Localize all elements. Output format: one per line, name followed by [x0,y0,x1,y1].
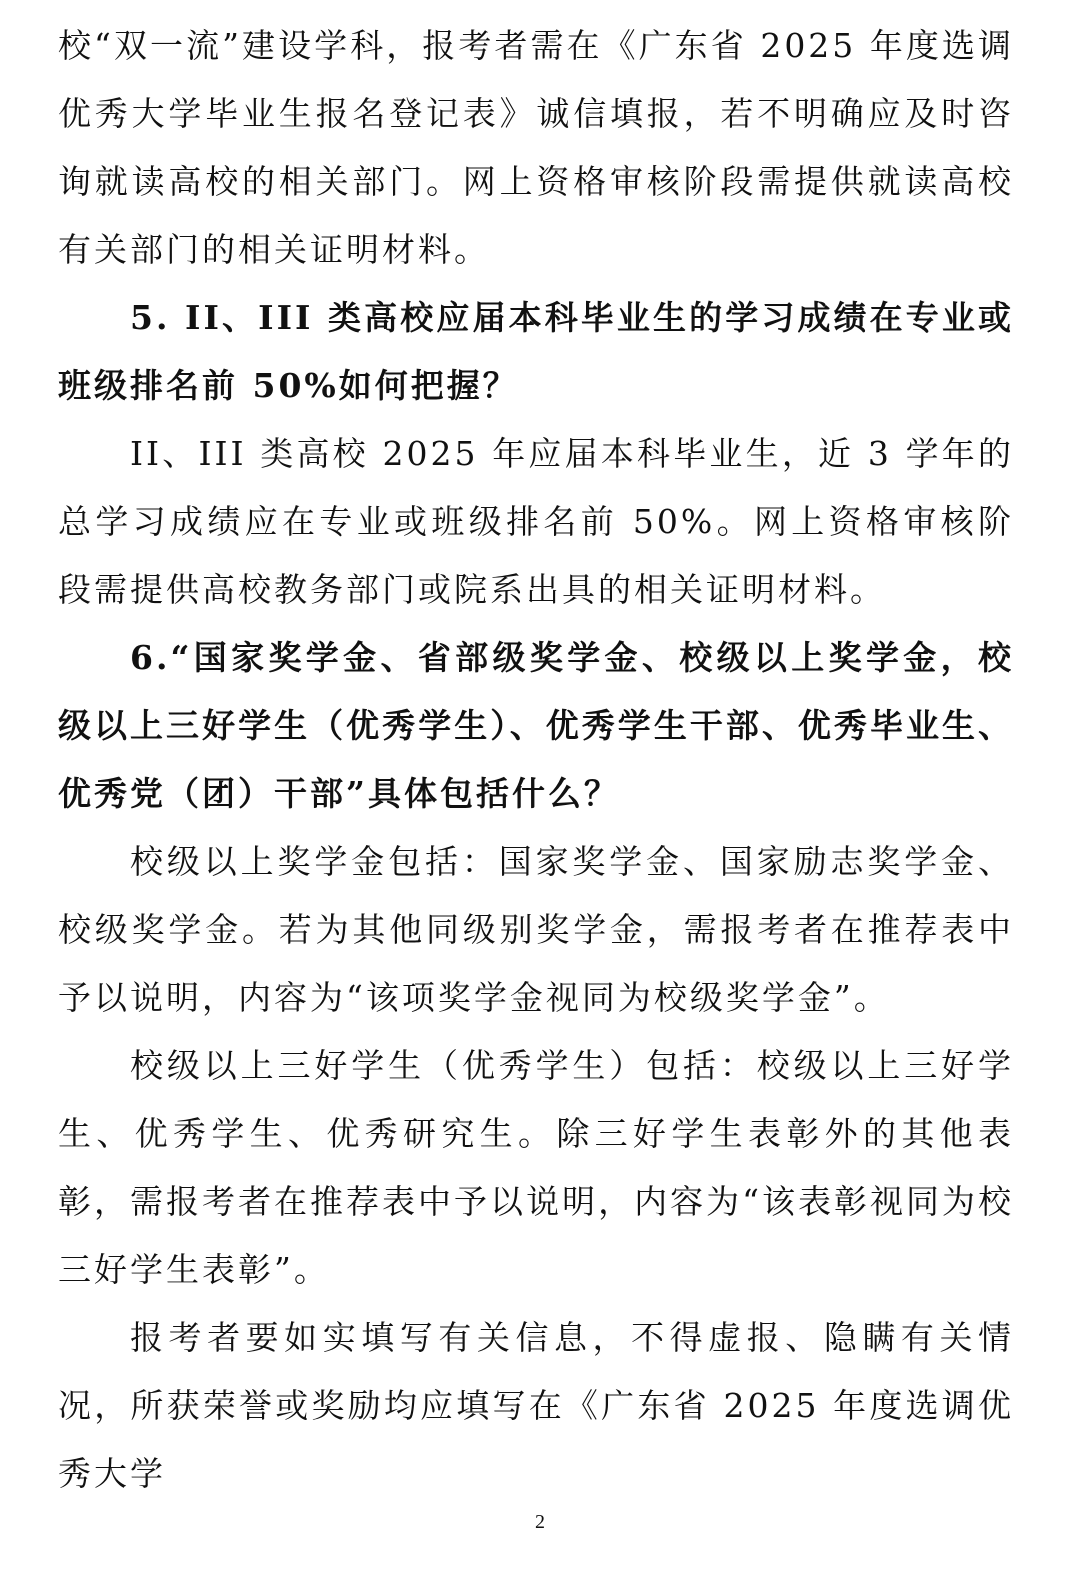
paragraph-continued-double-first-class: 校“双一流”建设学科，报考者需在《广东省 2025 年度选调优秀大学毕业生报名登记表》诚信填报，若不明确应及时咨询就读高校的相关部门。网上资格审核阶段需提供就读高校有关部门的相关证明材料。 [58,26,1014,269]
truthful-info-paragraph: 报考者要如实填写有关信息，不得虚报、隐瞒有关情况，所获荣誉或奖励均应填写在《广东省 2025 年度选调优秀大学 [58,1318,1014,1493]
page-number: 2 [535,1511,545,1533]
answer-5-paragraph: II、III 类高校 2025 年应届本科毕业生，近 3 学年的总学习成绩应在专业或班级排名前 50%。网上资格审核阶段需提供高校教务部门或院系出具的相关证明材料。 [58,434,1014,609]
scholarship-paragraph: 校级以上奖学金包括：国家奖学金、国家励志奖学金、校级奖学金。若为其他同级别奖学金，需报考者在推荐表中予以说明，内容为“该项奖学金视同为校级奖学金”。 [58,842,1014,1017]
merit-student-paragraph: 校级以上三好学生（优秀学生）包括：校级以上三好学生、优秀学生、优秀研究生。除三好学生表彰外的其他表彰，需报考者在推荐表中予以说明，内容为“该表彰视同为校三好学生表彰”。 [58,1046,1014,1289]
document-body [58,12,1014,1508]
question-5-heading: 5. II、III 类高校应届本科毕业生的学习成绩在专业或班级排名前 50%如何把握？ [58,298,1014,405]
question-6-heading: 6.“国家奖学金、省部级奖学金、校级以上奖学金，校级以上三好学生（优秀学生）、优秀学生干部、优秀毕业生、优秀党（团）干部”具体包括什么？ [58,638,1014,813]
